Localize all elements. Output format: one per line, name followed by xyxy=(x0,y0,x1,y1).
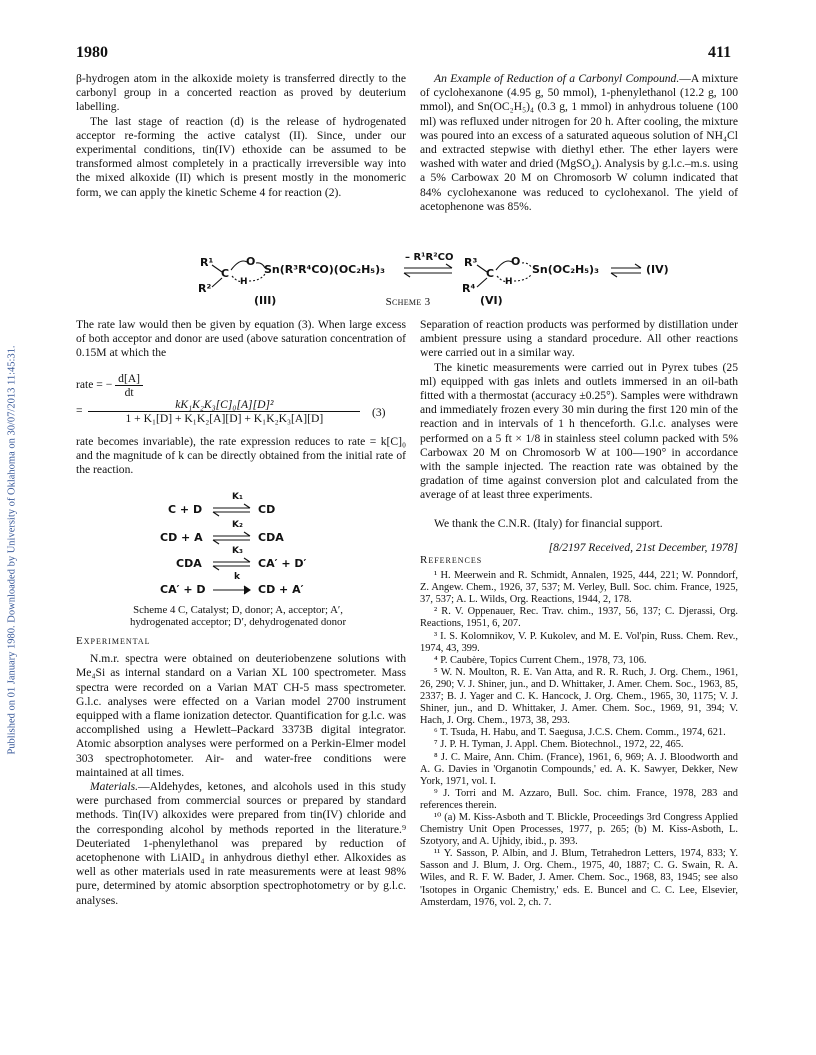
reference-item: ⁴ P. Caubère, Topics Current Chem., 1978, 73, 106. xyxy=(434,654,647,666)
reaction-1-right: CD xyxy=(258,503,276,516)
paragraph: β-hydrogen atom in the alkoxide moiety is transferred directly to the carbonyl group in a concerted reaction as proved by deuterium labelling. xyxy=(76,72,406,114)
paragraph: —Aldehydes, ketones, and alcohols used in this study were purchased from commercial sources or prepared by standard methods. Tin(IV) alkoxides were prepared from tin(IV) chloride and the corresponding alcohol by methods reported in the literature.⁹ Deuteriated 1-phenylethanol was prepared by reduction of acetophenone with LiAlD₄ in anhydrous diethyl ether. Alkoxides as well as other materials used in rate measurements were at least 98% pure, determined by atomic absorption spectrophotometry or by g.l.c. analyses. xyxy=(76,780,406,907)
reaction-3-right: CA′ + D′ xyxy=(258,557,307,570)
derivative-denominator: dt xyxy=(124,386,134,399)
sidebar-text[interactable]: Published on 01 January 1980. Downloaded by University of Oklahoma on 30/07/2013 11:45:31. xyxy=(6,345,18,755)
scheme-4 xyxy=(0,0,420,600)
experimental-section xyxy=(76,634,406,908)
subsection-title: Materials. xyxy=(90,780,138,794)
reference-item: ¹⁰ (a) M. Kiss-Asboth and T. Blickle, Proceedings 3rd Congress Applied Chemistry Unit Open Processes, 1977, p. 265; (b) M. Kiss-Asboth, L. Szotyory, and A. Ujhidy, ibid., p. 393. xyxy=(420,811,738,848)
hydrogen-atom: H xyxy=(240,277,248,287)
section-heading: Experimental xyxy=(76,635,151,647)
page-number: 411 xyxy=(708,44,732,61)
reaction-4-left: CA′ + D xyxy=(160,583,206,596)
reference-item: ³ I. S. Kolomnikov, V. P. Kukolev, and M. E. Vol'pin, Russ. Chem. Rev., 1974, 43, 399. xyxy=(420,630,738,654)
reference-item: ⁸ J. C. Maire, Ann. Chim. (France), 1961, 6, 969; A. J. Bloodworth and A. G. Davies in 'Organotin Compounds,' ed. A. K. Sawyer, Dekker, New York, 1971, vol. I. xyxy=(420,751,738,787)
reaction-3-constant: K₃ xyxy=(232,546,243,556)
scheme-4-arrows xyxy=(0,0,420,600)
reference-item: ⁶ T. Tsuda, H. Habu, and T. Saegusa, J.C.S. Chem. Comm., 1974, 621. xyxy=(434,727,726,739)
carbon-atom: C xyxy=(486,267,495,280)
compound-label-iii: (III) xyxy=(254,294,277,307)
derivative-numerator: d[A] xyxy=(115,372,143,386)
reaction-2-constant: K₂ xyxy=(232,520,243,530)
reference-item: ² R. V. Oppenauer, Rec. Trav. chim., 1937, 56, 137; C. Djerassi, Org. Reactions, 1951, 6, 207. xyxy=(420,606,738,630)
reaction-1-left: C + D xyxy=(168,503,203,516)
rate-expression: = $\frac{\text{kK₁K₂K₃[C]₀[A][D]²}}{\text{1 + K₁[D] + K₁K₂[A][D] + K₁K₂K₃[A][D]}}$ (3) xyxy=(76,398,386,425)
reaction-3-left: CDA xyxy=(176,557,202,570)
page-year: 1980 xyxy=(76,44,108,61)
substituent-r2: R² xyxy=(198,282,212,295)
equation-number: (3) xyxy=(372,406,386,419)
acknowledgement: We thank the C.N.R. (Italy) for financial support. xyxy=(434,516,663,530)
paragraph: The rate law would then be given by equation (3). When large excess of both acceptor and donor are used (above saturation concentration of 0.15M at which the xyxy=(76,318,406,360)
paragraph: rate becomes invariable), the rate expression reduces to rate = k[C]₀ and the magnitude of k can be directly obtained from the initial rate of the reaction. xyxy=(76,435,406,477)
reaction-2-right: CDA xyxy=(258,531,284,544)
substituent-r1: R¹ xyxy=(200,256,214,269)
tin-complex-vi: Sn(OC₂H₅)₃ xyxy=(532,263,599,276)
equation-numerator: kK₁K₂K₃[C]₀[A][D]² xyxy=(88,398,360,412)
reaction-4-constant: k xyxy=(234,572,240,582)
paragraph: Separation of reaction products was performed by distillation under ambient pressure using a standard procedure. All other reactions were carried out in a similar way. xyxy=(420,318,738,360)
reference-item: ⁵ W. N. Moulton, R. E. Van Atta, and R. R. Ruch, J. Org. Chem., 1961, 26, 290; V. J. Shiner, jun., and D. Whittaker, J. Amer. Chem. Soc., 1963, 85, 2337; B. J. Yager and C. K. Hancock, J. Org. Chem., 1965, 30, 1175; V. J. Shiner, jun., and D. Whittaker, J. Amer. Chem. Soc., 1969, 91, 394; V. Hach, J. Org. Chem., 1973, 38, 293. xyxy=(420,666,738,727)
scheme-3-caption: Scheme 3 xyxy=(385,296,431,308)
section-heading: References xyxy=(420,554,483,566)
substituent-r3: R³ xyxy=(464,256,478,269)
oxygen-atom: O xyxy=(246,255,256,268)
reaction-1-constant: K₁ xyxy=(232,492,243,502)
reaction-2-left: CD + A xyxy=(160,531,203,544)
substituent-r4: R⁴ xyxy=(462,282,476,295)
scheme-4-caption: Scheme 4 C, Catalyst; D, donor; A, acceptor; A′, hydrogenated acceptor; D′, dehydrogenated donor xyxy=(129,604,347,628)
received-date: [8/2197 Received, 21st December, 1978] xyxy=(548,540,738,554)
references xyxy=(420,554,738,909)
paragraph: The kinetic measurements were carried out in Pyrex tubes (25 ml) equipped with gas inlets and outlets immersed in an oil-bath fitted with a thermostat (accuracy ±0.25°). Samples were withdrawn and immediately frozen every 30 min during the first 120 min of the reaction and in intervals of 1 h thenceforth. G.l.c. analyses were performed on a 5 ft × 1/8 in stainless steel column packed with 5% Carbowax 20 M on Chromosorb W at 100—190° in accordance with the sample injected. The reaction rate was obtained by the gradation of time against conversion plot and calculated from the average of at least three experiments. xyxy=(420,360,738,502)
arrow-label: – R¹R²CO xyxy=(405,252,454,263)
right-column-mid xyxy=(420,318,738,555)
paragraph: —A mixture of cyclohexanone (4.95 g, 50 mmol), 1-phenylethanol (12.2 g, 100 mmol), and Sn(OC₂H₅)₄ (0.3 g, 1 mmol) in anhydrous toluene (100 ml) was refluxed under nitrogen for 20 h. After cooling, the mixture was poured into an excess of a saturated aqueous solution of NH₄Cl and extracted stepwise with diethyl ether. The ether layers were washed with water and dried (MgSO₄). Analysis by g.l.c.–m.s. using a 5% Carbowax 20 M on Chromosorb W column indicated that 84% cyclohexanone was reduced to cyclohexanol. The yield of acetophenone was 85%. xyxy=(420,72,739,213)
hydrogen-atom: H xyxy=(505,277,513,287)
tin-complex-iii: Sn(R³R⁴CO)(OC₂H₅)₃ xyxy=(264,263,385,276)
equation-denominator: 1 + K₁[D] + K₁K₂[A][D] + K₁K₂K₃[A][D] xyxy=(125,412,324,425)
section-title: An Example of Reduction of a Carbonyl Compound. xyxy=(434,72,680,85)
paragraph: The last stage of reaction (d) is the release of hydrogenated acceptor re-forming the active catalyst (II). Since, under our experimental conditions, tin(IV) ethoxide can be assumed to be transformed almost completely in a practically irreversible way into the mixed alkoxide (II) which is present mostly in the monomeric form, we can apply the kinetic Scheme 4 for reaction (2). xyxy=(76,114,406,199)
reaction-4-right: CD + A′ xyxy=(258,583,304,596)
reference-item: ⁷ J. P. H. Tyman, J. Appl. Chem. Biotechnol., 1972, 22, 465. xyxy=(434,739,684,751)
paragraph: N.m.r. spectra were obtained on deuteriobenzene solutions with Me₄Si as internal standard on a Varian XL 100 spectrometer. Mass spectra were recorded on a Varian MAT CH-5 mass spectrometer. G.l.c. analyses were effected on a Varian model 2700 instrument equipped with a flame ionization detector. Quantification for g.l.c. was accomplished using a Hewlett–Packard 3373B digital integrator. Atomic absorption analyses were performed on a Perkin-Elmer model 303 spectrophotometer. Air- and water-free conditions were maintained at all times. xyxy=(76,652,406,779)
compound-label-vi: (VI) xyxy=(480,294,503,307)
carbon-atom: C xyxy=(221,267,230,280)
oxygen-atom: O xyxy=(511,255,521,268)
reference-item: ¹ H. Meerwein and R. Schmidt, Annalen, 1925, 444, 221; W. Ponndorf, Z. Angew. Chem., 1926, 37, 537; M. Verley, Bull. Soc. chim. France, 1925, 37, 537; A. L. Wilds, Org. Reactions, 1944, 2, 178. xyxy=(420,570,738,606)
compound-iv: (IV) xyxy=(646,263,669,276)
reference-item: ¹¹ Y. Sasson, P. Albin, and J. Blum, Tetrahedron Letters, 1974, 833; Y. Sasson and J. Blum, J. Org. Chem., 1975, 40, 1887; C. G. Swain, R. A. Wiles, and R. F. W. Bader, J. Amer. Chem. Soc., 1968, 83, 1945; see also 'Isotopes in Organic Chemistry,' eds. E. Buncel and C. C. Lee, Elsevier, Amsterdam, 1976, vol. 2, ch. 7. xyxy=(420,848,738,908)
reference-item: ⁹ J. Torri and M. Azzaro, Bull. Soc. chim. France, 1978, 283 and references therein. xyxy=(420,787,738,811)
rate-label: rate = − xyxy=(76,378,113,392)
